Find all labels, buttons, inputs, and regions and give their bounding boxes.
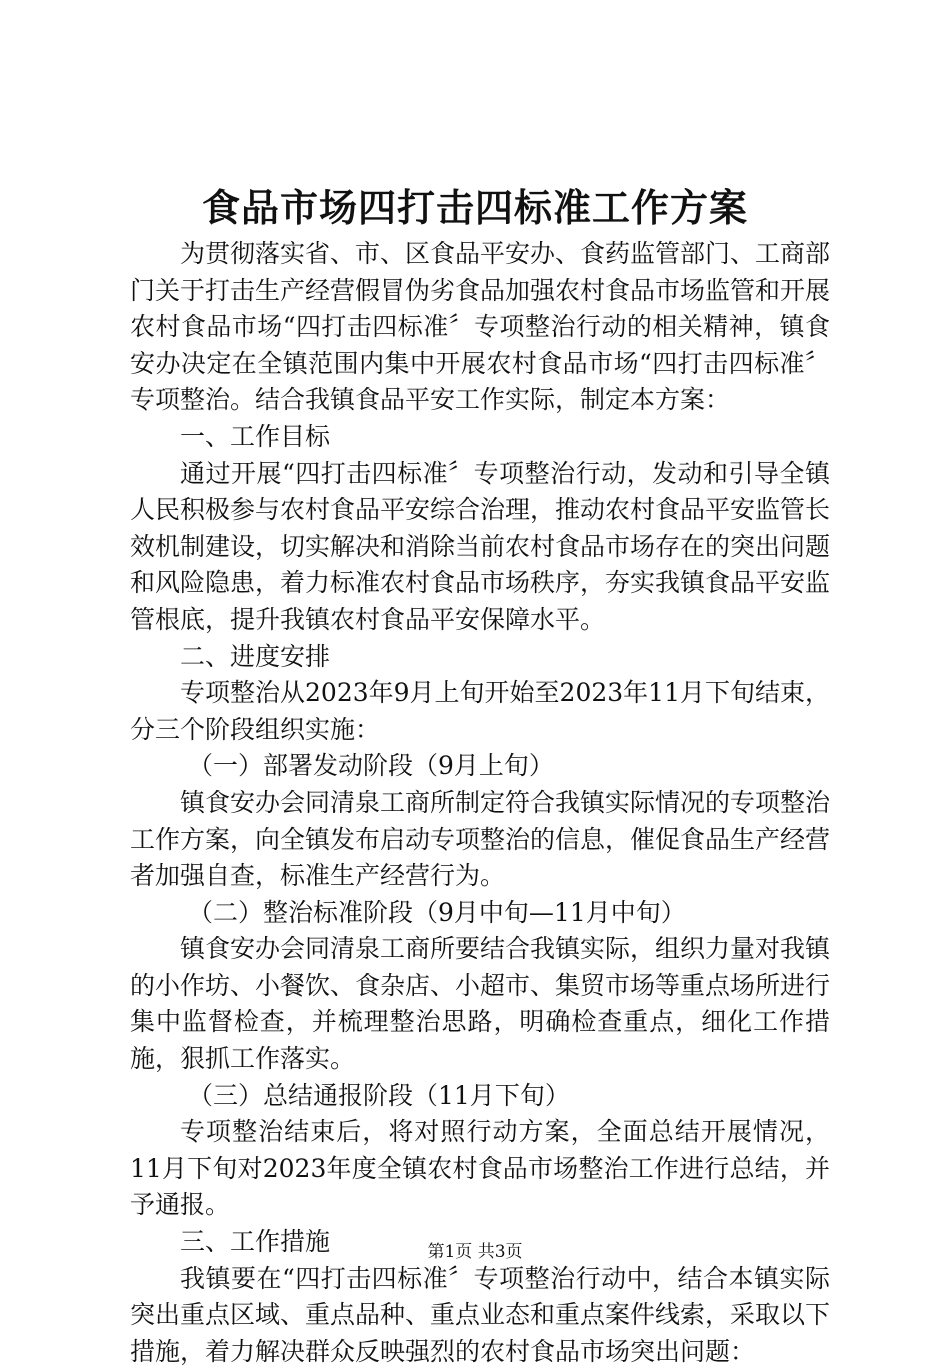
stage-1-paragraph: 镇食安办会同清泉工商所制定符合我镇实际情况的专项整治工作方案，向全镇发布启动专项整治的信息，催促食品生产经营者加强自查，标准生产经营行为。 <box>130 787 831 891</box>
goals-paragraph: 通过开展“四打击四标准〞专项整治行动，发动和引导全镇人民积极参与农村食品平安综合治理，推动农村食品平安监管长效机制建设，切实解决和消除当前农村食品市场存在的突出问题和风险隐患，着力标准农村食品市场秩序，夯实我镇食品平安监管根底，提升我镇农村食品平安保障水平。 <box>130 458 831 634</box>
document-title: 食品市场四打击四标准工作方案 <box>201 185 748 230</box>
subheading-stage-1: （一）部署发动阶段（9月上旬） <box>188 751 554 781</box>
subheading-stage-3: （三）总结通报阶段（11月下旬） <box>188 1080 570 1110</box>
section-heading-schedule: 二、进度安排 <box>180 641 331 671</box>
stage-3-paragraph: 专项整治结束后，将对照行动方案，全面总结开展情况，11月下旬对2023年度全镇农村食品市场整治工作进行总结，并予通报。 <box>130 1117 830 1220</box>
intro-paragraph: 为贯彻落实省、市、区食品平安办、食药监管部门、工商部门关于打击生产经营假冒伪劣食品加强农村食品市场监管和开展农村食品市场“四打击四标准〞专项整治行动的相关精神，镇食安办决定在全镇范围内集中开展农村食品市场“四打击四标准〞专项整治。结合我镇食品平安工作实际，制定本方案： <box>130 239 831 415</box>
schedule-paragraph: 专项整治从2023年9月上旬开始至2023年11月下旬结束，分三个阶段组织实施： <box>130 678 830 744</box>
section-heading-measures: 三、工作措施 <box>180 1227 331 1257</box>
section-heading-goals: 一、工作目标 <box>180 421 331 451</box>
measures-paragraph: 我镇要在“四打击四标准〞专项整治行动中，结合本镇实际突出重点区域、重点品种、重点业态和重点案件线索，采取以下措施，着力解决群众反映强烈的农村食品市场突出问题： <box>130 1263 831 1366</box>
subheading-stage-2: （二）整治标准阶段（9月中旬—11月中旬） <box>188 897 686 927</box>
page-number-footer: 第1页 共3页 <box>427 1242 523 1262</box>
document-body <box>130 236 830 1370</box>
stage-2-paragraph: 镇食安办会同清泉工商所要结合我镇实际，组织力量对我镇的小作坊、小餐饮、食杂店、小超市、集贸市场等重点场所进行集中监督检查，并梳理整治思路，明确检查重点，细化工作措施，狠抓工作落实。 <box>130 934 831 1074</box>
